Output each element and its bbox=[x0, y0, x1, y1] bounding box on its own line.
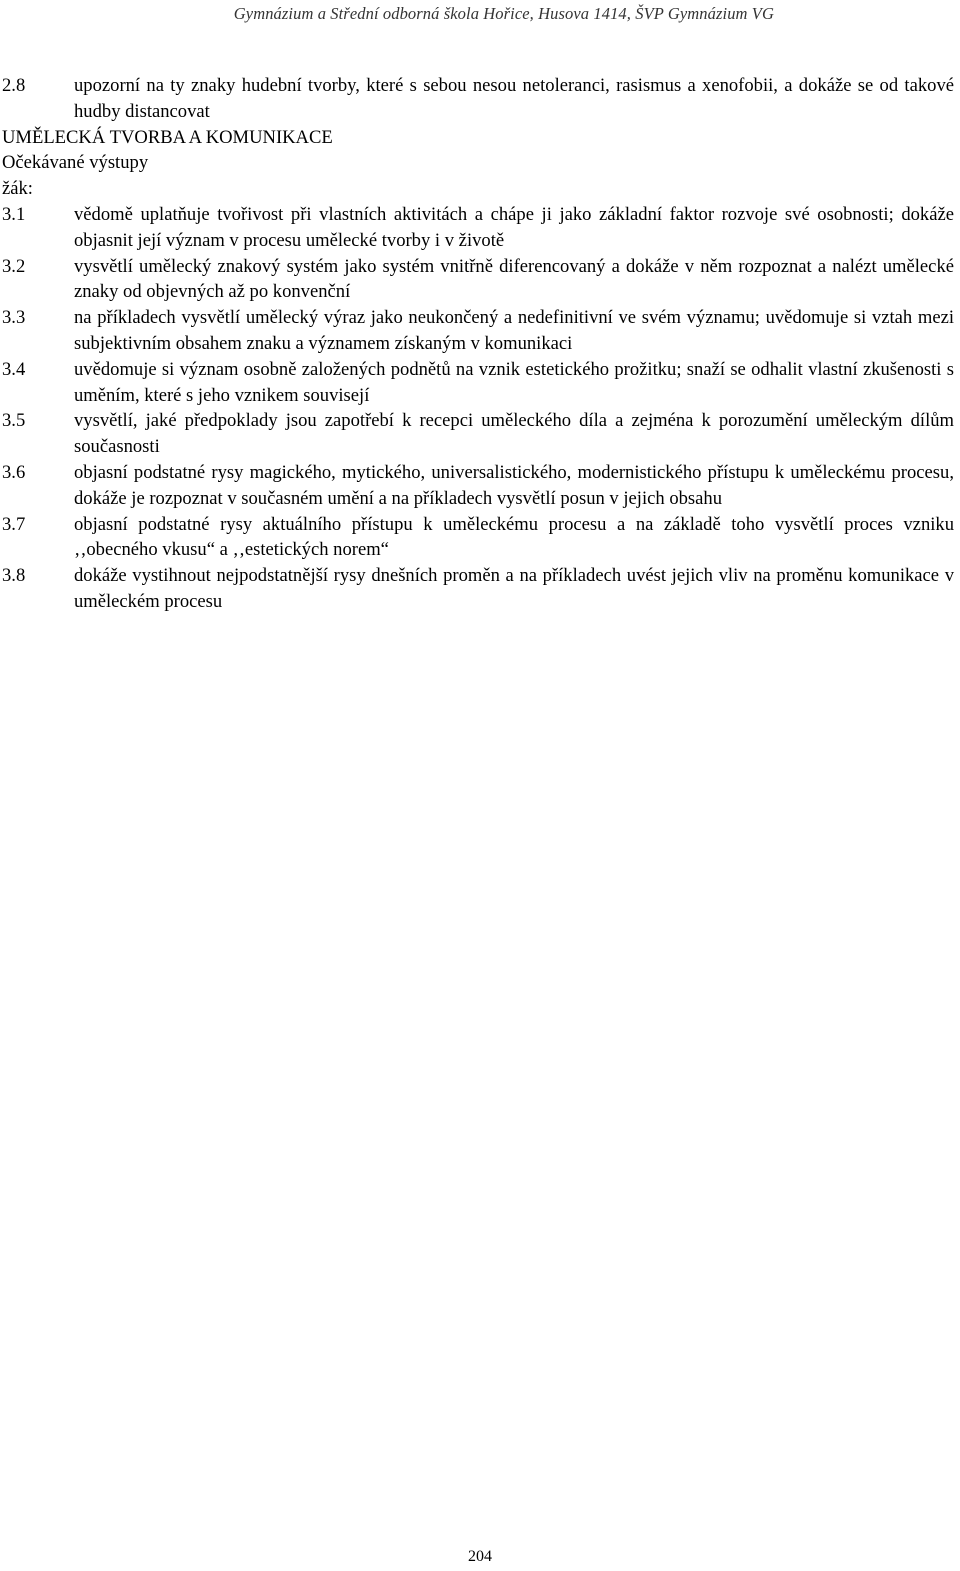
list-item bbox=[2, 73, 954, 125]
item-text: vědomě uplatňuje tvořivost při vlastních aktivitách a chápe ji jako základní faktor rozvoje své osobnosti; dokáže objasnit její význam v procesu umělecké tvorby i v životě bbox=[74, 203, 954, 251]
section-intro: žák: bbox=[2, 178, 33, 200]
list-item bbox=[2, 460, 954, 512]
item-number: 3.5 bbox=[2, 410, 26, 432]
item-text: vysvětlí umělecký znakový systém jako systém vnitřně diferencovaný a dokáže v něm rozpoznat a nalézt umělecké znaky od objevných až po konvenční bbox=[74, 255, 954, 303]
list-item bbox=[2, 512, 954, 564]
item-text: upozorní na ty znaky hudební tvorby, které s sebou nesou netoleranci, rasismus a xenofobii, a dokáže se od takové hudby distancovat bbox=[74, 75, 954, 122]
item-number: 3.1 bbox=[2, 203, 26, 225]
item-text: vysvětlí, jaké předpoklady jsou zapotřebí k recepci uměleckého díla a zejména k porozumění uměleckým dílům současnosti bbox=[74, 410, 954, 458]
list-item bbox=[2, 254, 954, 306]
item-number: 3.4 bbox=[2, 358, 26, 380]
item-number: 3.2 bbox=[2, 255, 26, 277]
item-number: 3.7 bbox=[2, 513, 26, 535]
item-text: dokáže vystihnout nejpodstatnější rysy dnešních proměn a na příkladech uvést jejich vliv na proměnu komunikace v uměleckém procesu bbox=[74, 565, 954, 612]
page-header: Gymnázium a Střední odborná škola Hořice, Husova 1414, ŠVP Gymnázium VG bbox=[233, 4, 774, 23]
item-number: 2.8 bbox=[2, 75, 26, 96]
document-body bbox=[2, 73, 954, 615]
list-item bbox=[2, 202, 954, 254]
list-item bbox=[2, 305, 954, 357]
page-number: 204 bbox=[468, 1548, 492, 1565]
item-number: 3.3 bbox=[2, 307, 26, 329]
item-text: objasní podstatné rysy aktuálního přístupu k uměleckému procesu a na základě toho vysvětlí proces vzniku ‚‚obecného vkusu“ a ‚‚estetických norem“ bbox=[74, 513, 954, 561]
section-subheading: Očekávané výstupy bbox=[2, 152, 149, 174]
item-text: na příkladech vysvětlí umělecký výraz jako neukončený a nedefinitivní ve svém významu; uvědomuje si vztah mezi subjektivním obsahem znaku a významem získaným v komunikaci bbox=[74, 307, 954, 354]
item-text: uvědomuje si význam osobně založených podnětů na vznik estetického prožitku; snaží se odhalit vlastní zkušenosti s uměním, které s jeho vznikem souvisejí bbox=[74, 358, 954, 406]
section-heading: UMĚLECKÁ TVORBA A KOMUNIKACE bbox=[2, 126, 333, 148]
list-item bbox=[2, 408, 954, 460]
list-item bbox=[2, 357, 954, 409]
item-number: 3.6 bbox=[2, 461, 26, 483]
item-number: 3.8 bbox=[2, 565, 26, 587]
list-item bbox=[2, 563, 954, 615]
item-text: objasní podstatné rysy magického, mytického, universalistického, modernistického přístupu k uměleckému procesu, dokáže je rozpoznat v současném umění a na příkladech vysvětlí posun v jejich obsahu bbox=[74, 461, 954, 509]
